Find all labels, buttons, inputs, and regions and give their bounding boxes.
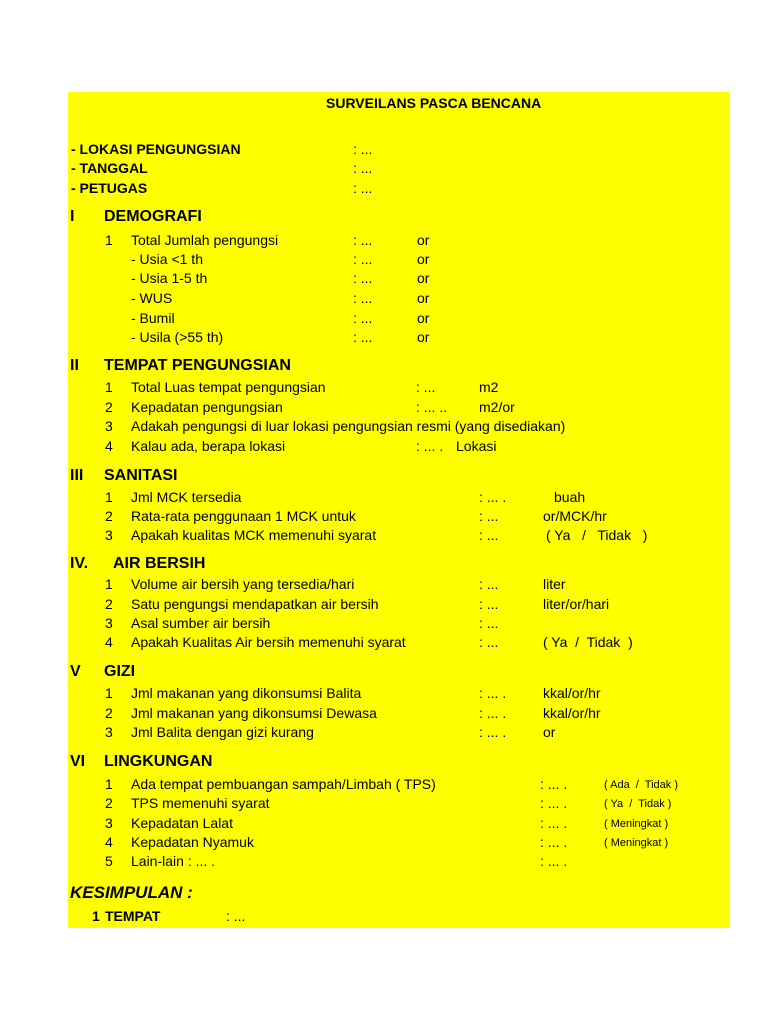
row-number: 3 [105,527,113,543]
row-value: : ... . [416,438,444,454]
row-unit: or/MCK/hr [543,508,607,524]
row-value: : ... . [540,776,568,792]
section-number: III [70,467,84,484]
row-label: Jml makanan yang dikonsumsi Dewasa [131,705,377,721]
field-label-petugas: - PETUGAS [71,180,148,196]
row-value: : ... . [540,834,568,850]
row-unit: or [417,232,430,248]
row-unit: or [417,251,430,267]
conclusion-item-value: : ... [226,908,246,924]
row-value: : ... [479,596,499,612]
row-value: : ... [479,508,499,524]
row-label: - Bumil [131,310,175,326]
row-value: : ... [353,310,373,326]
row-unit: or [417,270,430,286]
row-number: 2 [105,399,113,415]
row-unit: kkal/or/hr [543,685,601,701]
row-label: Kepadatan pengungsian [131,399,283,415]
row-label: - WUS [131,290,173,306]
row-unit: ( Ada / Tidak ) [604,779,678,791]
row-label: - Usila (>55 th) [131,329,224,345]
row-unit: m2/or [479,399,515,415]
row-value: : ... [353,270,373,286]
row-label: Rata-rata penggunaan 1 MCK untuk [131,508,356,524]
row-unit: ( Ya / Tidak ) [604,798,672,810]
row-unit: Lokasi [456,438,497,454]
row-label: Apakah kualitas MCK memenuhi syarat [131,527,377,543]
survey-form-sheet [68,92,730,928]
row-value: : ... . [479,685,507,701]
row-number: 1 [105,489,113,505]
row-unit: or [417,290,430,306]
row-number: 1 [105,776,113,792]
row-number: 1 [105,685,113,701]
row-value: : ... . [479,489,507,505]
field-label-lokasi: - LOKASI PENGUNGSIAN [71,141,241,157]
section-title-gizi: GIZI [104,663,136,680]
row-label: Jml makanan yang dikonsumsi Balita [131,685,362,701]
row-label: Total Luas tempat pengungsian [131,379,326,395]
row-number: 4 [105,634,113,650]
row-unit: kkal/or/hr [543,705,601,721]
row-number: 4 [105,438,113,454]
row-unit: ( Ya / Tidak ) [543,634,633,650]
row-label: Apakah Kualitas Air bersih memenuhi syarat [131,634,406,650]
section-number: I [70,208,75,225]
row-number: 3 [105,615,113,631]
row-value: : ... . [479,724,507,740]
row-label: - Usia 1-5 th [131,270,208,286]
section-title-sanitasi: SANITASI [104,467,178,484]
page-title: SURVEILANS PASCA BENCANA [326,95,542,111]
row-unit: liter [543,576,566,592]
row-label: TPS memenuhi syarat [131,795,270,811]
row-unit: ( Meningkat ) [604,837,669,849]
section-number: VI [70,753,86,770]
row-unit: ( Meningkat ) [604,818,669,830]
row-value: : ... [479,615,499,631]
row-value: : ... [479,634,499,650]
conclusion-title: KESIMPULAN : [70,883,193,902]
row-number: 3 [105,724,113,740]
row-value: : ... . [540,853,568,869]
row-number: 2 [105,795,113,811]
row-label: Volume air bersih yang tersedia/hari [131,576,355,592]
row-label: Kalau ada, berapa lokasi [131,438,286,454]
row-label: - Usia <1 th [131,251,203,267]
row-label: Jml MCK tersedia [131,489,242,505]
section-title-air: AIR BERSIH [113,555,206,572]
row-value: : ... . [479,705,507,721]
row-value: : ... [353,329,373,345]
row-label: Lain-lain : ... . [131,853,216,869]
section-number: II [70,357,79,374]
field-value-tanggal: : ... [353,160,373,176]
row-number: 2 [105,596,113,612]
row-number: 1 [105,232,113,248]
row-label: Kepadatan Lalat [131,815,233,831]
field-value-petugas: : ... [353,180,373,196]
row-number: 3 [105,418,113,434]
row-label: Kepadatan Nyamuk [131,834,254,850]
row-unit: or [417,310,430,326]
row-unit: liter/or/hari [543,596,610,612]
row-label: Ada tempat pembuangan sampah/Limbah ( TPS) [131,776,436,792]
row-value: : ... [416,379,436,395]
row-number: 2 [105,508,113,524]
conclusion-item-number: 1 [92,908,100,924]
row-unit: buah [554,489,586,505]
row-unit: or [543,724,556,740]
row-number: 5 [105,853,113,869]
row-number: 4 [105,834,113,850]
row-number: 2 [105,705,113,721]
row-label: Total Jumlah pengungsi [131,232,279,248]
row-label: Adakah pengungsi di luar lokasi pengungsian resmi (yang disediakan) [131,418,566,434]
section-title-lingkungan: LINGKUNGAN [104,753,213,770]
row-value: : ... .. [416,399,448,415]
section-number: V [70,663,81,680]
section-title-demografi: DEMOGRAFI [104,208,202,225]
section-title-tempat: TEMPAT PENGUNGSIAN [104,357,291,374]
row-unit: ( Ya / Tidak ) [546,527,648,543]
row-value: : ... [353,251,373,267]
row-label: Jml Balita dengan gizi kurang [131,724,314,740]
row-number: 1 [105,576,113,592]
row-number: 3 [105,815,113,831]
field-value-lokasi: : ... [353,141,373,157]
row-label: Asal sumber air bersih [131,615,271,631]
row-label: Satu pengungsi mendapatkan air bersih [131,596,379,612]
field-label-tanggal: - TANGGAL [71,160,148,176]
row-unit: m2 [479,379,499,395]
section-number: IV. [70,555,89,572]
row-unit: or [417,329,430,345]
row-value: : ... . [540,815,568,831]
conclusion-item-label: TEMPAT [105,908,161,924]
row-value: : ... . [540,795,568,811]
row-number: 1 [105,379,113,395]
row-value: : ... [479,527,499,543]
row-value: : ... [353,232,373,248]
row-value: : ... [479,576,499,592]
row-value: : ... [353,290,373,306]
